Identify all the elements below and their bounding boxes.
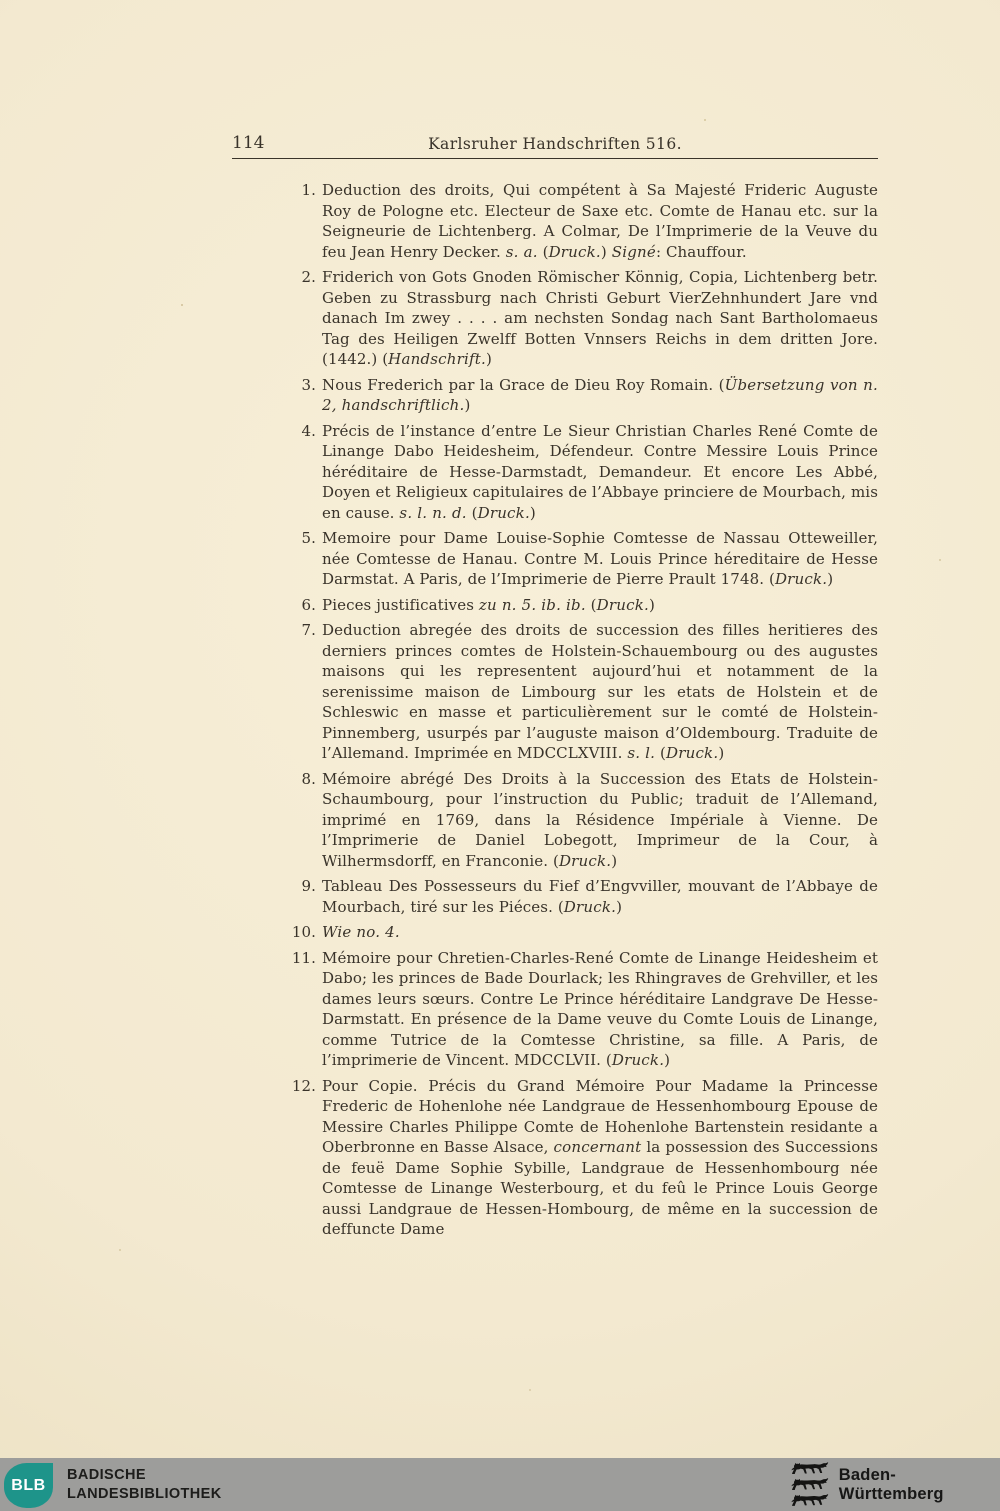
catalog-entry	[232, 180, 878, 262]
catalog-entry	[232, 267, 878, 370]
entry-text: Mémoire abrégé Des Droits à la Succession des Etats de Holstein-Schaumbourg, pour l’instruction du Public; traduit de l’Allemand, imprimé en 1769, dans la Résidence Impériale à Vienne. De l’Imprimerie de Daniel Lobegott, Imprimeur de la Cour, à Wilhermsdorff, en Franconie. (Druck.)	[322, 769, 878, 870]
entry-text: Pour Copie. Précis du Grand Mémoire Pour Madame la Princesse Frederic de Hohenlohe née Landgraue de Hessenhombourg Epouse de Messire Charles Philippe Comte de Hohenlohe Bartenstein residante a Oberbronne en Basse Alsace, concernant la possession des Successions de feuë Dame Sophie Sybille, Landgraue de Hessenhombourg née Comtesse de Linange Westerbourg, et du feû le Prince Louis George aussi Landgraue de Hessen-Hombourg, de même en la succession de deffuncte Dame	[322, 1076, 878, 1238]
entry-list	[232, 180, 878, 1240]
entry-text: Mémoire pour Chretien-Charles-René Comte de Linange Heidesheim et Dabo; les princes de Bade Dourlack; les Rhingraves de Grehviller, et les dames leurs sœurs. Contre Le Prince héréditaire Landgrave De Hesse-Darmstatt. En présence de la Dame veuve du Comte Louis de Linange, comme Tutrice de la Comtesse Christine, sa fille. A Paris, de l’imprimerie de Vincent. MDCCLVII. (Druck.)	[322, 948, 878, 1069]
entry-text: Pieces justificatives zu n. 5. ib. ib. (Druck.)	[322, 595, 655, 614]
catalog-entry	[232, 948, 878, 1071]
entry-number: 2.	[301, 268, 316, 286]
entry-number: 1.	[301, 181, 316, 199]
entry-text: Memoire pour Dame Louise-Sophie Comtesse de Nassau Otteweiller, née Comtesse de Hanau. Contre M. Louis Prince héreditaire de Hesse Darmstat. A Paris, de l’Imprimerie de Pierre Prault 1748. (Druck.)	[322, 529, 878, 588]
entry-text: Friderich von Gots Gnoden Römischer Könnig, Copia, Lichtenberg betr. Geben zu Strassburg nach Christi Geburt VierZehnhundert Jare vnd danach Im zwey . . . . am nechsten Sondag nach Sant Bartholomaeus Tag des Heiligen Zwelff Botten Vnnsers Reichs in dem dritten Jore. (1442.) (Handschrift.)	[322, 268, 878, 368]
catalog-entry	[232, 421, 878, 524]
catalog-entry	[232, 769, 878, 872]
entry-number: 6.	[301, 595, 316, 614]
entry-number: 3.	[301, 375, 316, 394]
state-name: Baden-Württemberg	[838, 1465, 944, 1503]
library-name-line1: BADISCHE	[67, 1467, 146, 1483]
footer-bar	[0, 1458, 1000, 1511]
catalog-entry	[232, 1076, 878, 1240]
page-number: 114	[232, 133, 265, 153]
catalog-entry	[232, 922, 878, 943]
page-header	[232, 133, 878, 156]
entry-number: 11.	[291, 948, 316, 967]
entry-number: 8.	[301, 769, 316, 788]
library-name-line2: LANDESBIBLIOTHEK	[67, 1486, 222, 1502]
catalog-entry	[232, 876, 878, 917]
entry-text: Deduction des droits, Qui compétent à Sa Majesté Frideric Auguste Roy de Pologne etc. Electeur de Saxe etc. Comte de Hanau etc. sur la Seigneurie de Lichtenberg. A Colmar, De l’Imprimerie de la Veuve du feu Jean Henry Decker. s. a. (Druck.) Signé: Chauffour.	[322, 181, 878, 261]
entry-text: Nous Frederich par la Grace de Dieu Roy Romain. (Übersetzung von n. 2, handschriftlich.)	[322, 375, 879, 414]
entry-number: 9.	[301, 877, 316, 895]
baden-wuerttemberg-coat-of-arms-icon	[789, 1461, 829, 1508]
library-name	[67, 1466, 222, 1504]
entry-text: Deduction abregée des droits de succession des filles heritieres des derniers princes comtes de Holstein-Schauembourg ou des augustes maisons qui les representent aujourd’hui et notamment de la serenissime maison de Limbourg sur les etats de Holstein et de Schleswic en masse et particulièrement sur le comté de Holstein-Pinnemberg, usurpés par l’auguste maison d’Oldembourg. Traduite de l’Allemand. Imprimée en MDCCLXVIII. s. l. (Druck.)	[322, 621, 878, 762]
running-title: Karlsruher Handschriften 516.	[428, 135, 682, 153]
entry-number: 5.	[301, 529, 316, 547]
entry-text: Précis de l’instance d’entre Le Sieur Christian Charles René Comte de Linange Dabo Heidesheim, Défendeur. Contre Messire Louis Prince héréditaire de Hesse-Darmstadt, Demandeur. Et encore Les Abbé, Doyen et Religieux capitulaires de l’Abbaye princiere de Mourbach, mis en cause. s. l. n. d. (Druck.)	[322, 421, 878, 522]
entry-text: Wie no. 4.	[322, 923, 400, 941]
catalog-entry	[232, 595, 878, 616]
catalog-entry	[232, 375, 878, 416]
blb-logo	[4, 1463, 53, 1508]
entry-number: 12.	[291, 1076, 316, 1095]
entry-text: Tableau Des Possesseurs du Fief d’Engvviller, mouvant de l’Abbaye de Mourbach, tiré sur les Piéces. (Druck.)	[322, 877, 878, 916]
blb-logo-text: BLB	[11, 1476, 46, 1494]
entry-number: 7.	[301, 621, 316, 639]
header-rule	[232, 158, 878, 159]
state-branding	[789, 1458, 1000, 1511]
entry-number: 10.	[291, 923, 316, 941]
page-body	[232, 133, 878, 1245]
catalog-entry	[232, 528, 878, 590]
entry-number: 4.	[301, 421, 316, 440]
catalog-entry	[232, 620, 878, 764]
